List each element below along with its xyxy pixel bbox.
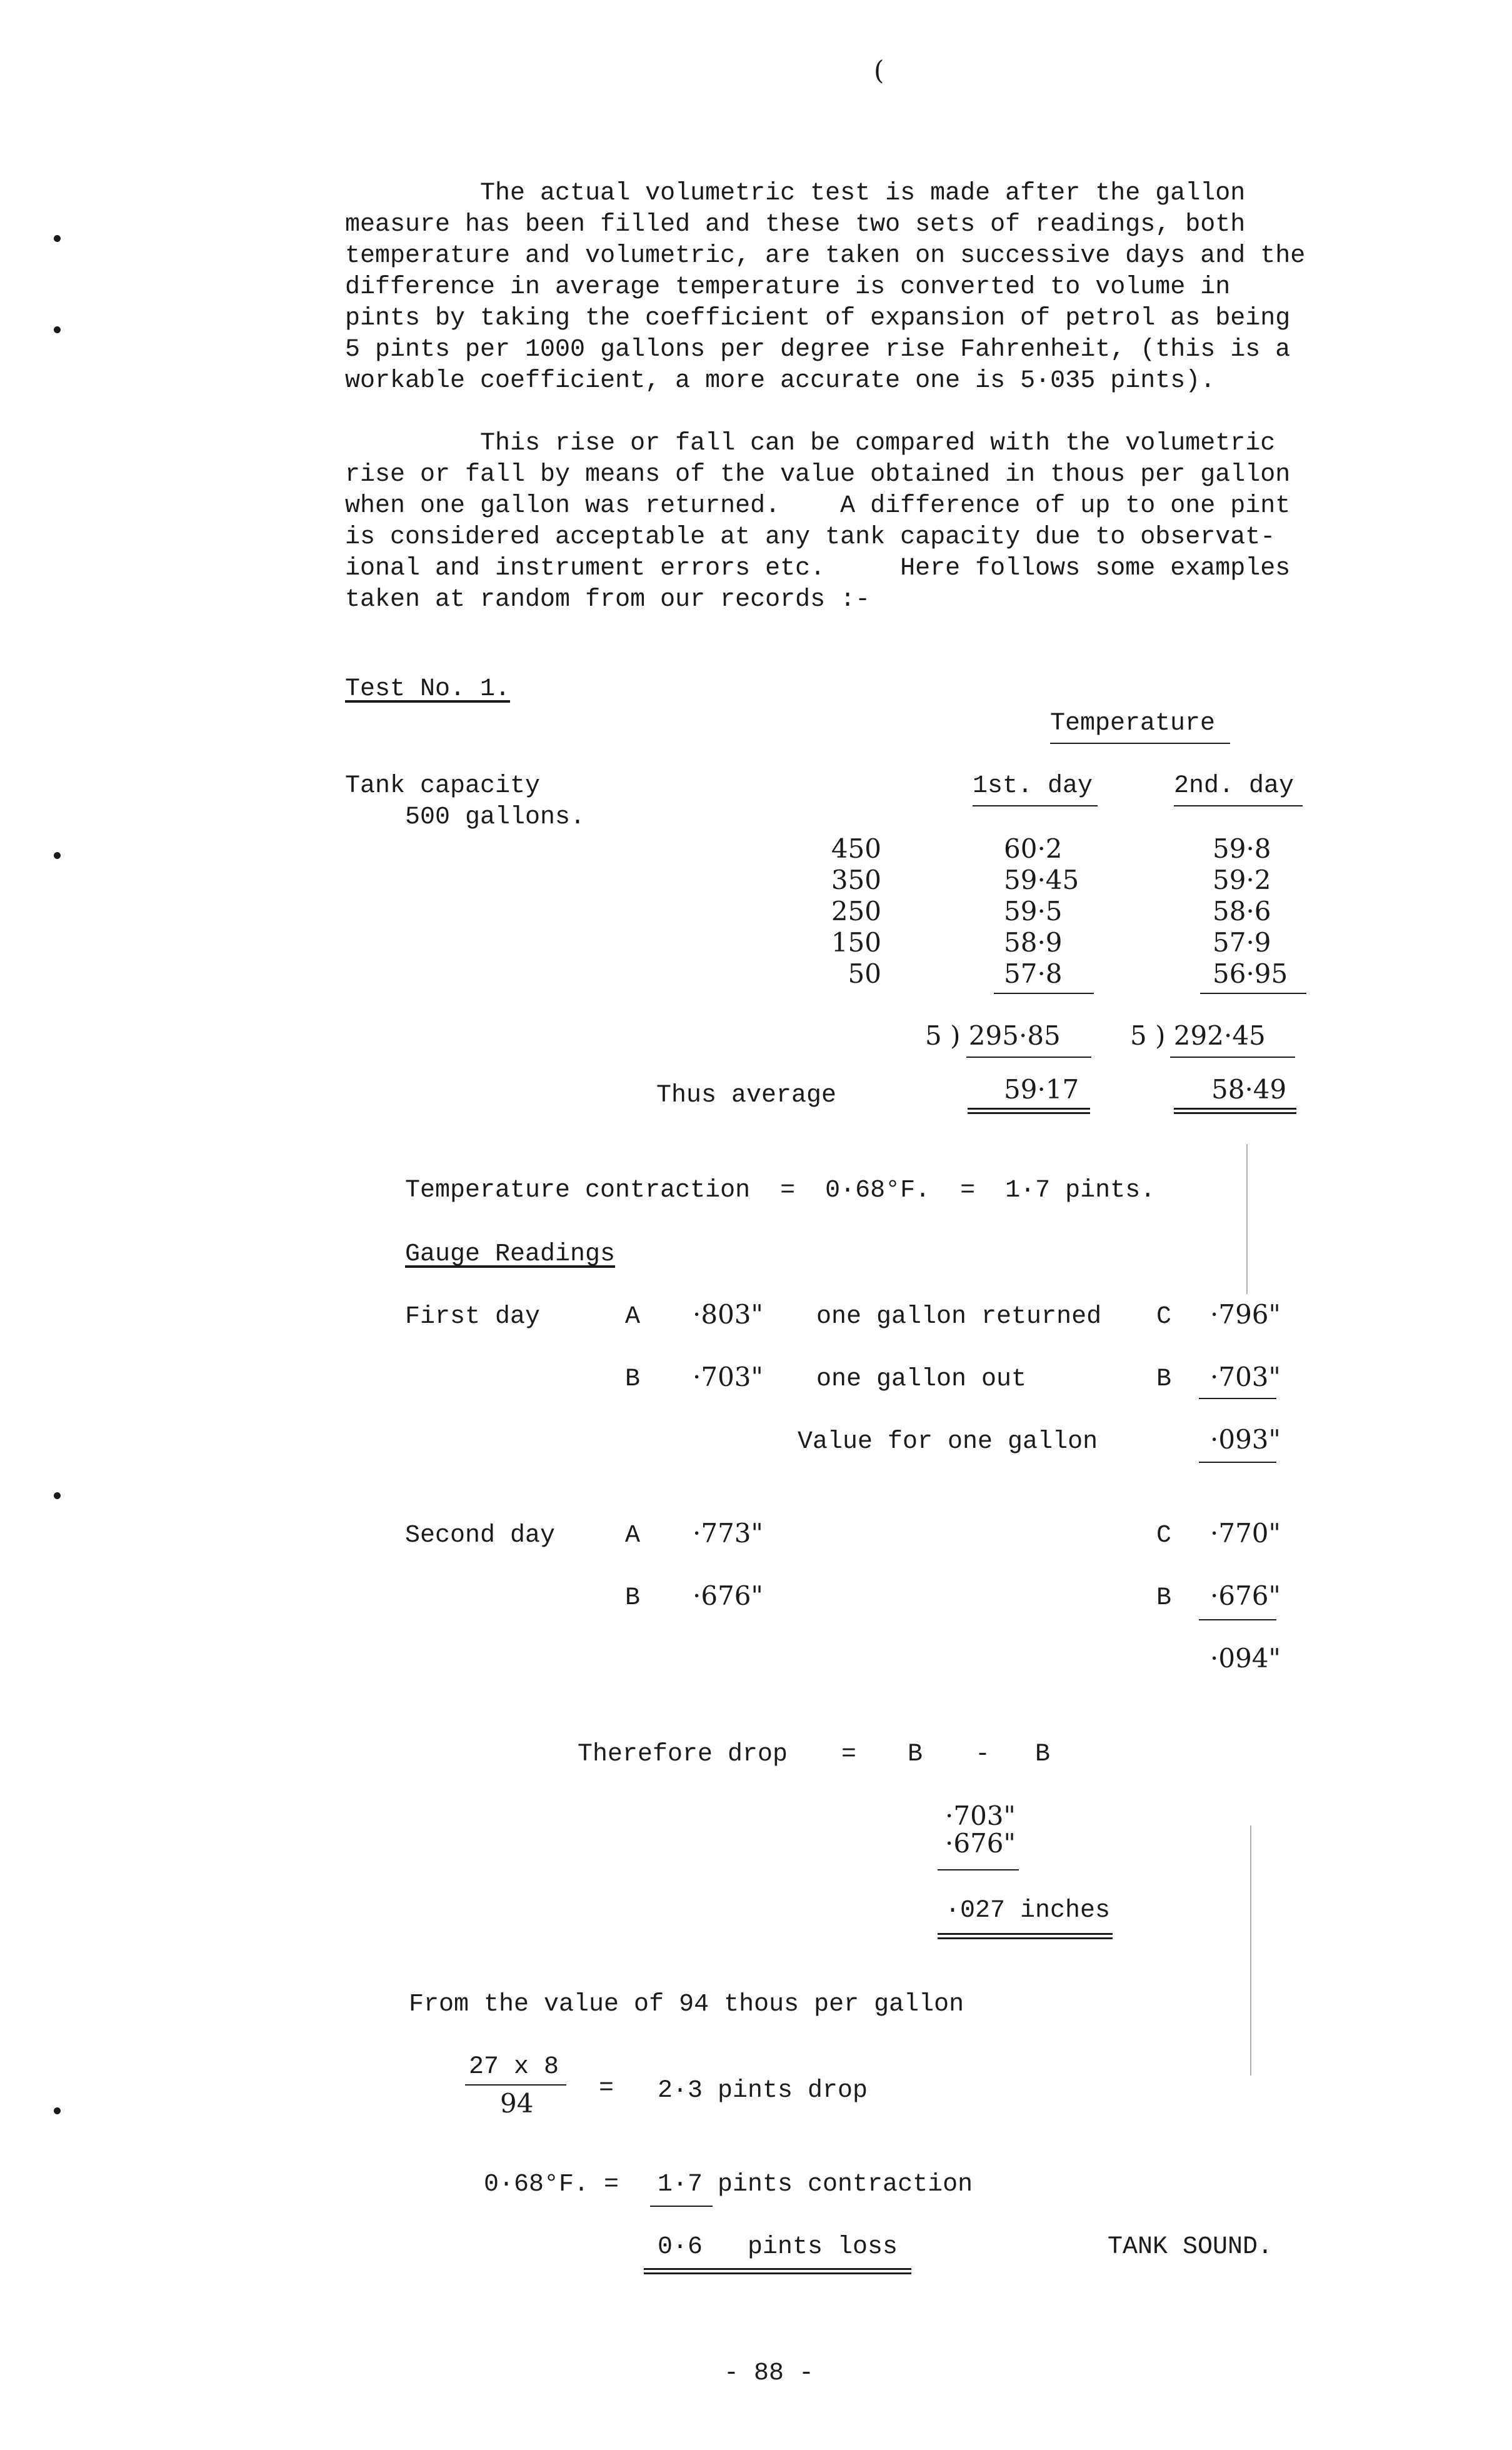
- margin-dot: [54, 852, 61, 859]
- header-underline: [1050, 743, 1230, 744]
- paragraph-2: [345, 428, 1370, 616]
- average-double-rule: [968, 1108, 1090, 1114]
- paragraph-line: measure has been filled and these two sets of readings, both: [345, 211, 1246, 239]
- paragraph-line: temperature and volumetric, are taken on successive days and the: [345, 242, 1306, 270]
- paragraph-line: when one gallon was returned. A difference of up to one pint: [345, 492, 1291, 520]
- average-day2: 58·49: [1211, 1074, 1287, 1105]
- gauge-label: A: [625, 1303, 641, 1331]
- first-day-label: First day: [405, 1303, 541, 1331]
- drop-value: ·703": [945, 1800, 1016, 1831]
- drop-operand: B: [1035, 1740, 1051, 1769]
- top-mark: (: [874, 55, 884, 86]
- gauge-title: Gauge Readings: [405, 1240, 616, 1268]
- fraction-numerator: 27 x 8: [469, 2053, 559, 2081]
- drop-equals: =: [841, 1740, 857, 1769]
- day1-cell: 58·9: [1004, 927, 1063, 958]
- contraction-lhs: 0·68°F. =: [484, 2171, 619, 2199]
- depth-cell: 250: [831, 896, 881, 926]
- gauge-note: one gallon returned: [816, 1303, 1102, 1331]
- paragraph-line: difference in average temperature is converted to volume in: [345, 273, 1231, 301]
- gauge-label: B: [1156, 1584, 1172, 1612]
- division-rule: [1170, 1057, 1295, 1058]
- paragraph-line: is considered acceptable at any tank capacity due to observat-: [345, 523, 1276, 551]
- tank-capacity-label: Tank capacity: [345, 772, 541, 800]
- subtract-rule: [1199, 1398, 1276, 1399]
- gauge-value: ·676": [1210, 1580, 1281, 1611]
- drop-result: ·027 inches: [945, 1897, 1111, 1925]
- paragraph-line: rise or fall by means of the value obtained in thous per gallon: [345, 461, 1291, 489]
- result-rule: [1199, 1462, 1276, 1463]
- depth-cell: 350: [831, 865, 881, 895]
- header-underline: [1174, 805, 1303, 806]
- column-header-day2: 2nd. day: [1174, 772, 1294, 800]
- division-rule: [966, 1057, 1091, 1058]
- paragraph-line: This rise or fall can be compared with the volumetric: [345, 429, 1276, 458]
- division-day2: 5 ) 292·45: [1130, 1020, 1266, 1051]
- sum-rule: [994, 993, 1094, 994]
- fraction-denominator: 94: [500, 2088, 534, 2119]
- paragraph-line: The actual volumetric test is made after the gallon: [345, 179, 1246, 208]
- paragraph-line: 5 pints per 1000 gallons per degree rise Fahrenheit, (this is a: [345, 336, 1291, 364]
- gauge-note: one gallon out: [816, 1365, 1027, 1393]
- day2-cell: 56·95: [1213, 958, 1288, 989]
- day2-cell: 58·6: [1213, 896, 1271, 926]
- paragraph-line: ional and instrument errors etc. Here follows some examples: [345, 555, 1291, 583]
- header-underline: [973, 805, 1098, 806]
- loss-result: 0·6 pints loss: [658, 2233, 898, 2261]
- gauge-value: ·676": [693, 1580, 763, 1611]
- margin-dot: [54, 1492, 61, 1499]
- margin-dot: [54, 235, 61, 242]
- fraction-bar: [465, 2084, 566, 2086]
- gauge-label: A: [625, 1522, 641, 1550]
- subtract-rule: [1199, 1619, 1276, 1620]
- paragraph-1: [345, 178, 1370, 397]
- temperature-header: Temperature: [1050, 710, 1216, 738]
- calc-equals: =: [599, 2074, 614, 2102]
- page-number: - 88 -: [724, 2359, 814, 2387]
- gauge-label: B: [625, 1365, 641, 1393]
- gauge-label: B: [625, 1584, 641, 1612]
- value-one-gallon-label: Value for one gallon: [798, 1428, 1098, 1456]
- margin-dot: [54, 326, 61, 333]
- gauge-value: ·796": [1210, 1299, 1281, 1330]
- faint-line: [1246, 1144, 1248, 1294]
- gauge-value: ·770": [1210, 1518, 1281, 1549]
- drop-pints: 2·3 pints drop: [658, 2077, 868, 2105]
- gauge-result: ·093": [1210, 1424, 1281, 1455]
- day1-cell: 57·8: [1004, 958, 1063, 989]
- gauge-value: ·703": [1210, 1362, 1281, 1392]
- day2-cell: 59·8: [1213, 833, 1271, 864]
- drop-operand: B: [908, 1740, 923, 1769]
- day2-cell: 57·9: [1213, 927, 1271, 958]
- tank-capacity-value: 500 gallons.: [405, 803, 586, 831]
- subtract-rule: [650, 2206, 713, 2207]
- average-double-rule: [1174, 1108, 1296, 1114]
- division-day1: 5 ) 295·85: [925, 1020, 1061, 1051]
- paragraph-line: taken at random from our records :-: [345, 586, 871, 614]
- average-day1: 59·17: [1004, 1074, 1079, 1105]
- depth-cell: 450: [831, 833, 881, 864]
- verdict: TANK SOUND.: [1108, 2233, 1273, 2261]
- from-value-text: From the value of 94 thous per gallon: [409, 1991, 964, 2019]
- gauge-value: ·703": [693, 1362, 763, 1392]
- contraction-line: Temperature contraction = 0·68°F. = 1·7 pints.: [405, 1177, 1156, 1205]
- drop-label: Therefore drop: [578, 1740, 788, 1769]
- drop-minus: -: [975, 1740, 991, 1769]
- day1-cell: 59·5: [1004, 896, 1063, 926]
- subtract-rule: [938, 1869, 1019, 1870]
- gauge-label: C: [1156, 1303, 1172, 1331]
- day2-cell: 59·2: [1213, 865, 1271, 895]
- average-label: Thus average: [656, 1082, 837, 1110]
- gauge-value: ·803": [693, 1299, 763, 1330]
- gauge-result: ·094": [1210, 1643, 1281, 1674]
- day1-cell: 59·45: [1004, 865, 1079, 895]
- gauge-label: C: [1156, 1522, 1172, 1550]
- margin-dot: [54, 2107, 61, 2114]
- paragraph-line: pints by taking the coefficient of expansion of petrol as being: [345, 304, 1291, 333]
- gauge-label: B: [1156, 1365, 1172, 1393]
- result-double-rule: [938, 1933, 1113, 1939]
- column-header-day1: 1st. day: [973, 772, 1093, 800]
- depth-cell: 150: [831, 927, 881, 958]
- test-title: Test No. 1.: [345, 675, 511, 703]
- loss-double-rule: [644, 2268, 911, 2274]
- day1-cell: 60·2: [1004, 833, 1063, 864]
- gauge-value: ·773": [693, 1518, 763, 1549]
- sum-rule: [1200, 993, 1306, 994]
- drop-value: ·676": [945, 1828, 1016, 1859]
- faint-line: [1250, 1825, 1251, 2076]
- depth-cell: 50: [848, 958, 881, 989]
- contraction-rhs: 1·7 pints contraction: [658, 2171, 973, 2199]
- second-day-label: Second day: [405, 1522, 556, 1550]
- paragraph-line: workable coefficient, a more accurate one is 5·035 pints).: [345, 367, 1216, 395]
